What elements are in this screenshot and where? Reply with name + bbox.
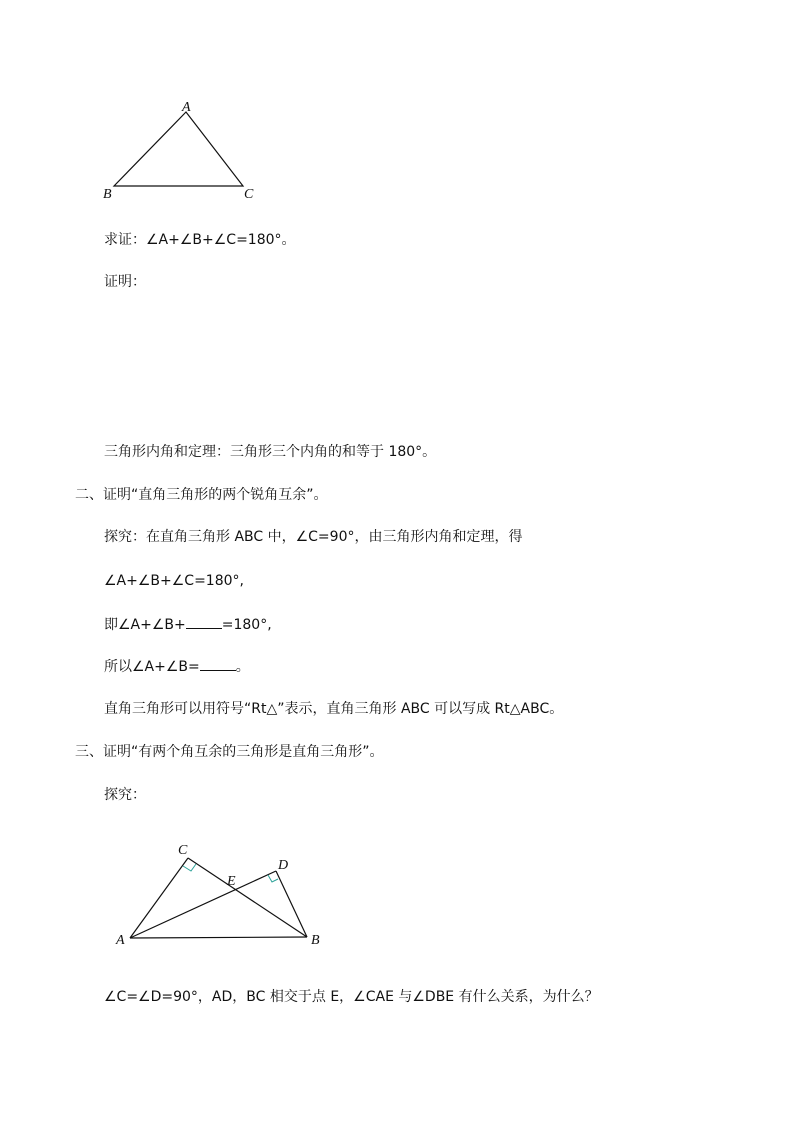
- equation-2: [104, 615, 272, 634]
- notation-statement: 直角三角形可以用符号“Rt△”表示，直角三角形 ABC 可以写成 Rt△ABC。: [104, 701, 564, 717]
- equation-3-suffix: 。: [235, 659, 250, 675]
- question-statement: ∠C=∠D=90°，AD，BC 相交于点 E，∠CAE 与∠DBE 有什么关系，为什么？: [104, 989, 599, 1005]
- answer-blank-2[interactable]: [200, 657, 236, 671]
- vertex-label-e: E: [227, 874, 236, 889]
- vertex-label-c: C: [178, 843, 188, 858]
- answer-blank-1[interactable]: [186, 615, 222, 629]
- proof-label: 证明：: [104, 274, 146, 290]
- right-angle-mark-d: [268, 875, 278, 882]
- prove-statement: 求证：∠A+∠B+∠C=180°。: [104, 232, 296, 248]
- theorem-statement: 三角形内角和定理：三角形三个内角的和等于 180°。: [104, 444, 437, 460]
- vertex-label-c: C: [244, 187, 254, 202]
- vertex-label-a: A: [182, 100, 191, 115]
- section-2-explore: 探究：在直角三角形 ABC 中，∠C=90°，由三角形内角和定理，得: [104, 529, 523, 545]
- equation-3-prefix: 所以∠A+∠B=: [104, 659, 200, 675]
- right-angle-mark-c: [183, 864, 196, 871]
- triangle-abc-figure: [96, 98, 266, 208]
- section-2-heading: 二、证明“直角三角形的两个锐角互余”。: [75, 487, 328, 503]
- section-3-explore: 探究：: [104, 787, 146, 803]
- equation-2-prefix: 即∠A+∠B+: [104, 617, 186, 633]
- equation-3: [104, 657, 250, 676]
- vertex-label-a: A: [116, 933, 125, 948]
- vertex-label-d: D: [278, 858, 289, 873]
- right-triangles-figure: [110, 840, 335, 950]
- section-3-heading: 三、证明“有两个角互余的三角形是直角三角形”。: [75, 744, 384, 760]
- equation-1: ∠A+∠B+∠C=180°,: [104, 573, 244, 589]
- vertex-label-b: B: [311, 933, 320, 948]
- equation-2-suffix: =180°,: [221, 617, 272, 633]
- vertex-label-b: B: [103, 187, 112, 202]
